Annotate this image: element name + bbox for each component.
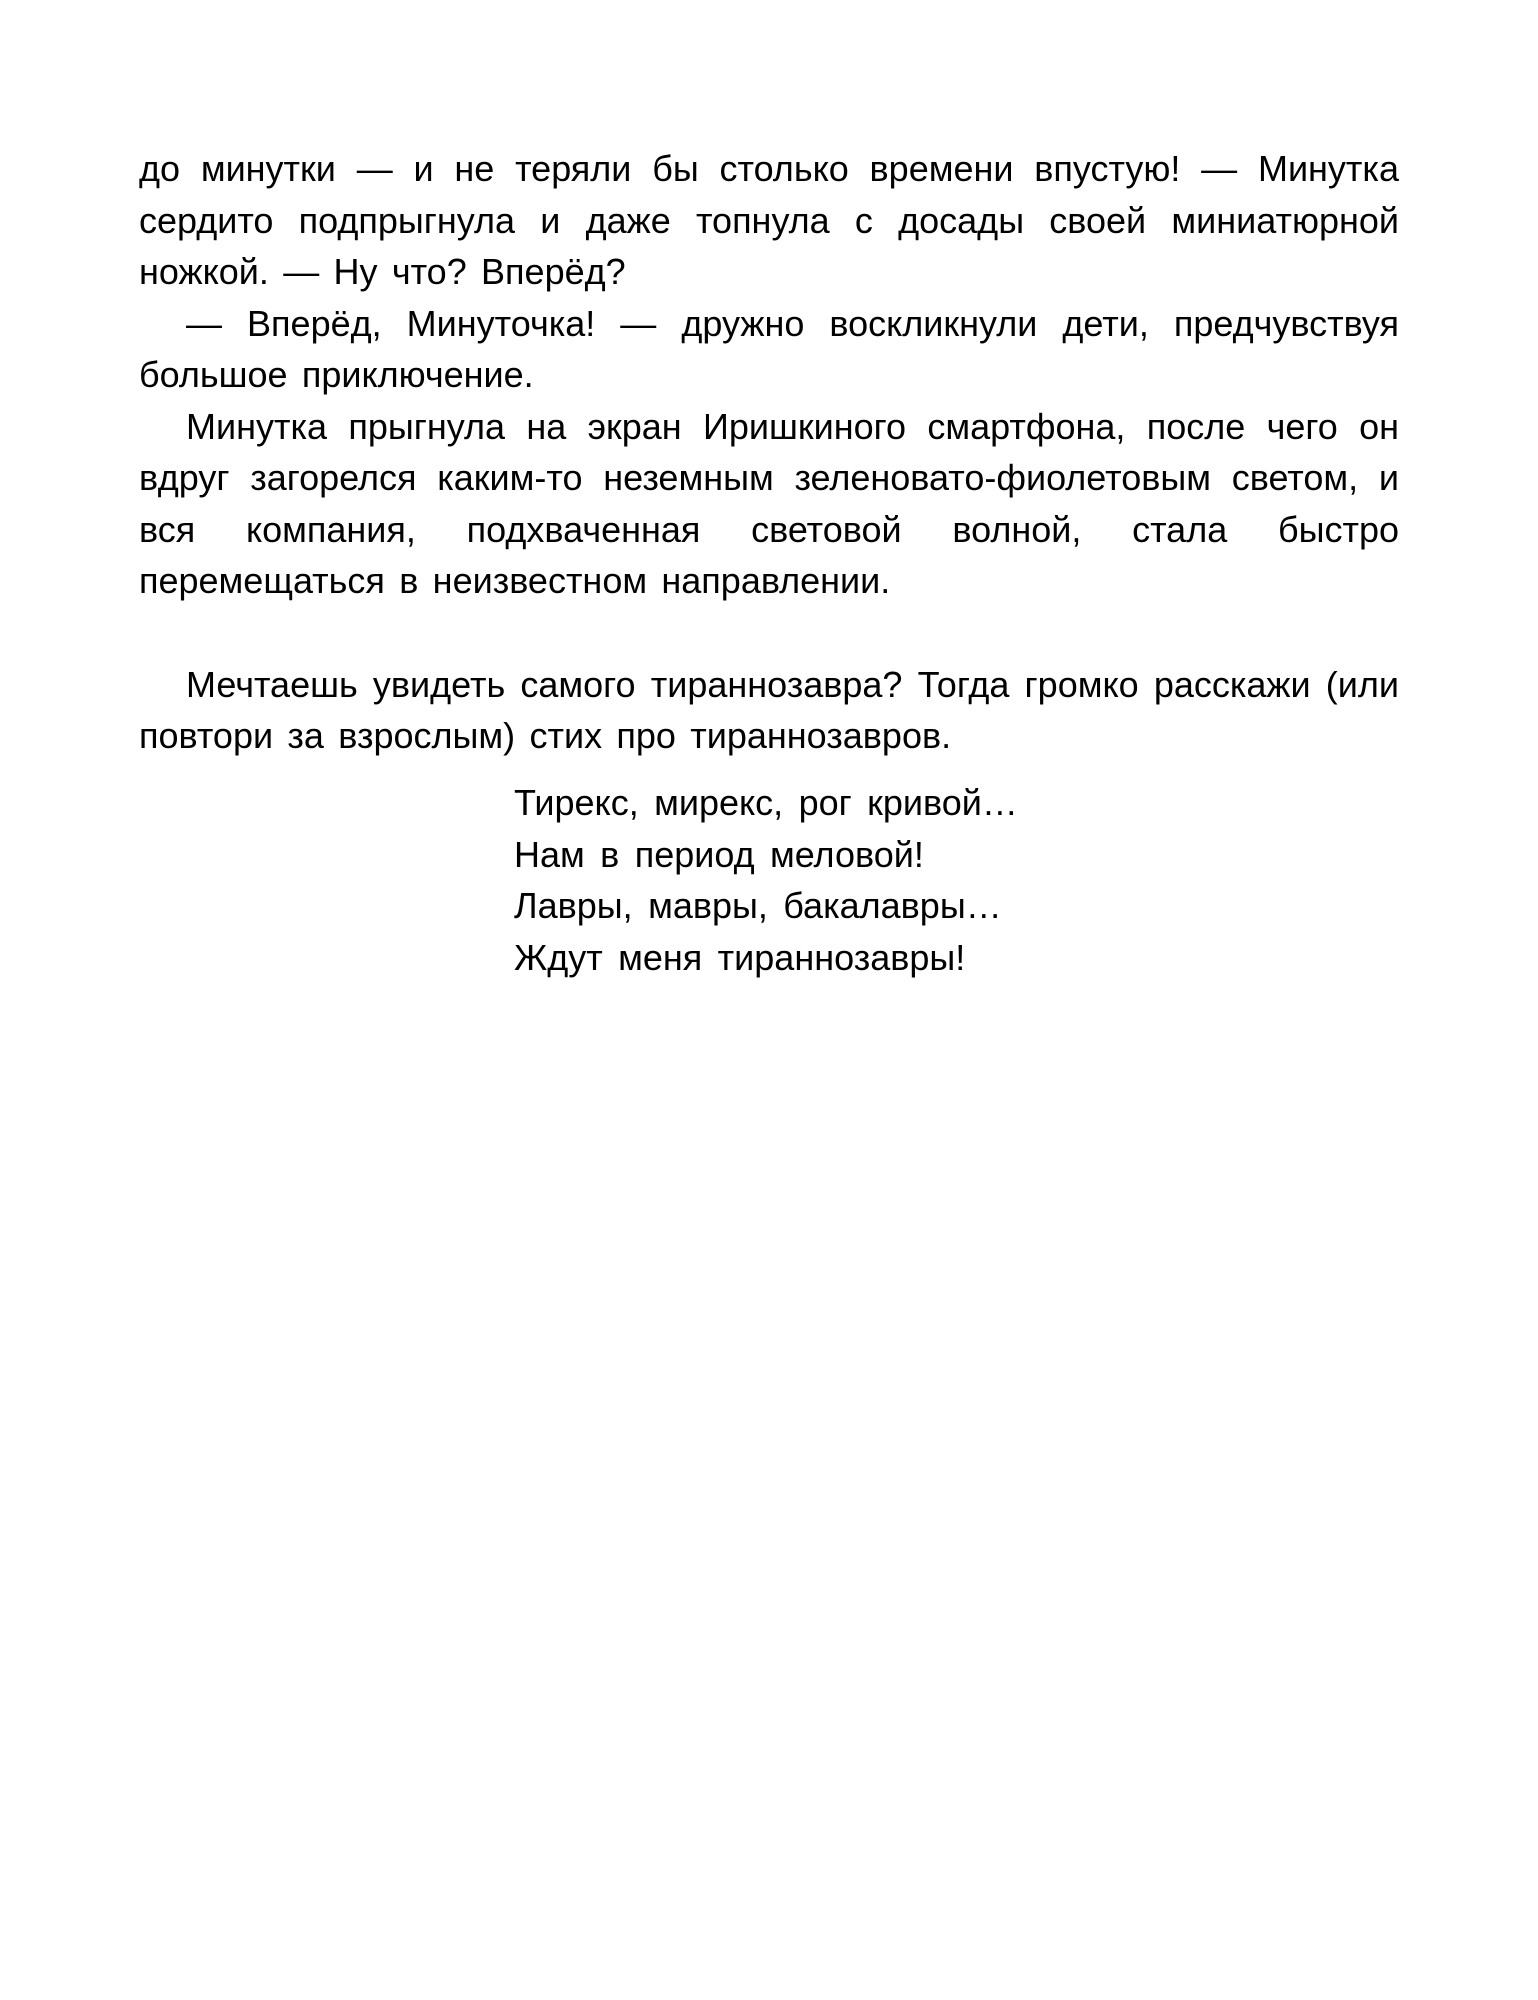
story-paragraph: до минутки — и не теряли бы столько времени впустую! — Минутка сердито подпрыгнула и даже топнула с досады своей миниатюрной ножкой. — Ну что? Вперёд? (139, 148, 1399, 292)
poem-line: Ждут меня тираннозавры! (514, 936, 966, 978)
poem-line: Лавры, мавры, бакалавры… (514, 885, 1002, 926)
poem-line: Нам в период меловой! (514, 833, 924, 875)
reader-prompt: Мечтаешь увидеть самого тираннозавра? Тогда громко расскажи (или повтори за взрослым) стих про тираннозавров. (139, 663, 1399, 756)
story-paragraph: Минутка прыгнула на экран Иришкиного смартфона, после чего он вдруг загорелся каким-то неземным зеленовато-фиолетовым светом, и вся компания, подхваченная световой волной, стала быстро перемещаться в неизвестном направлении. (139, 405, 1399, 601)
story-text (139, 143, 1399, 762)
poem (514, 777, 1018, 983)
story-paragraph: — Вперёд, Минуточка! — дружно воскликнули дети, предчувствуя большое приключение. (139, 302, 1399, 395)
paragraph-spacer (139, 607, 1399, 659)
poem-line: Тирекс, мирекс, рог кривой… (514, 782, 1018, 823)
